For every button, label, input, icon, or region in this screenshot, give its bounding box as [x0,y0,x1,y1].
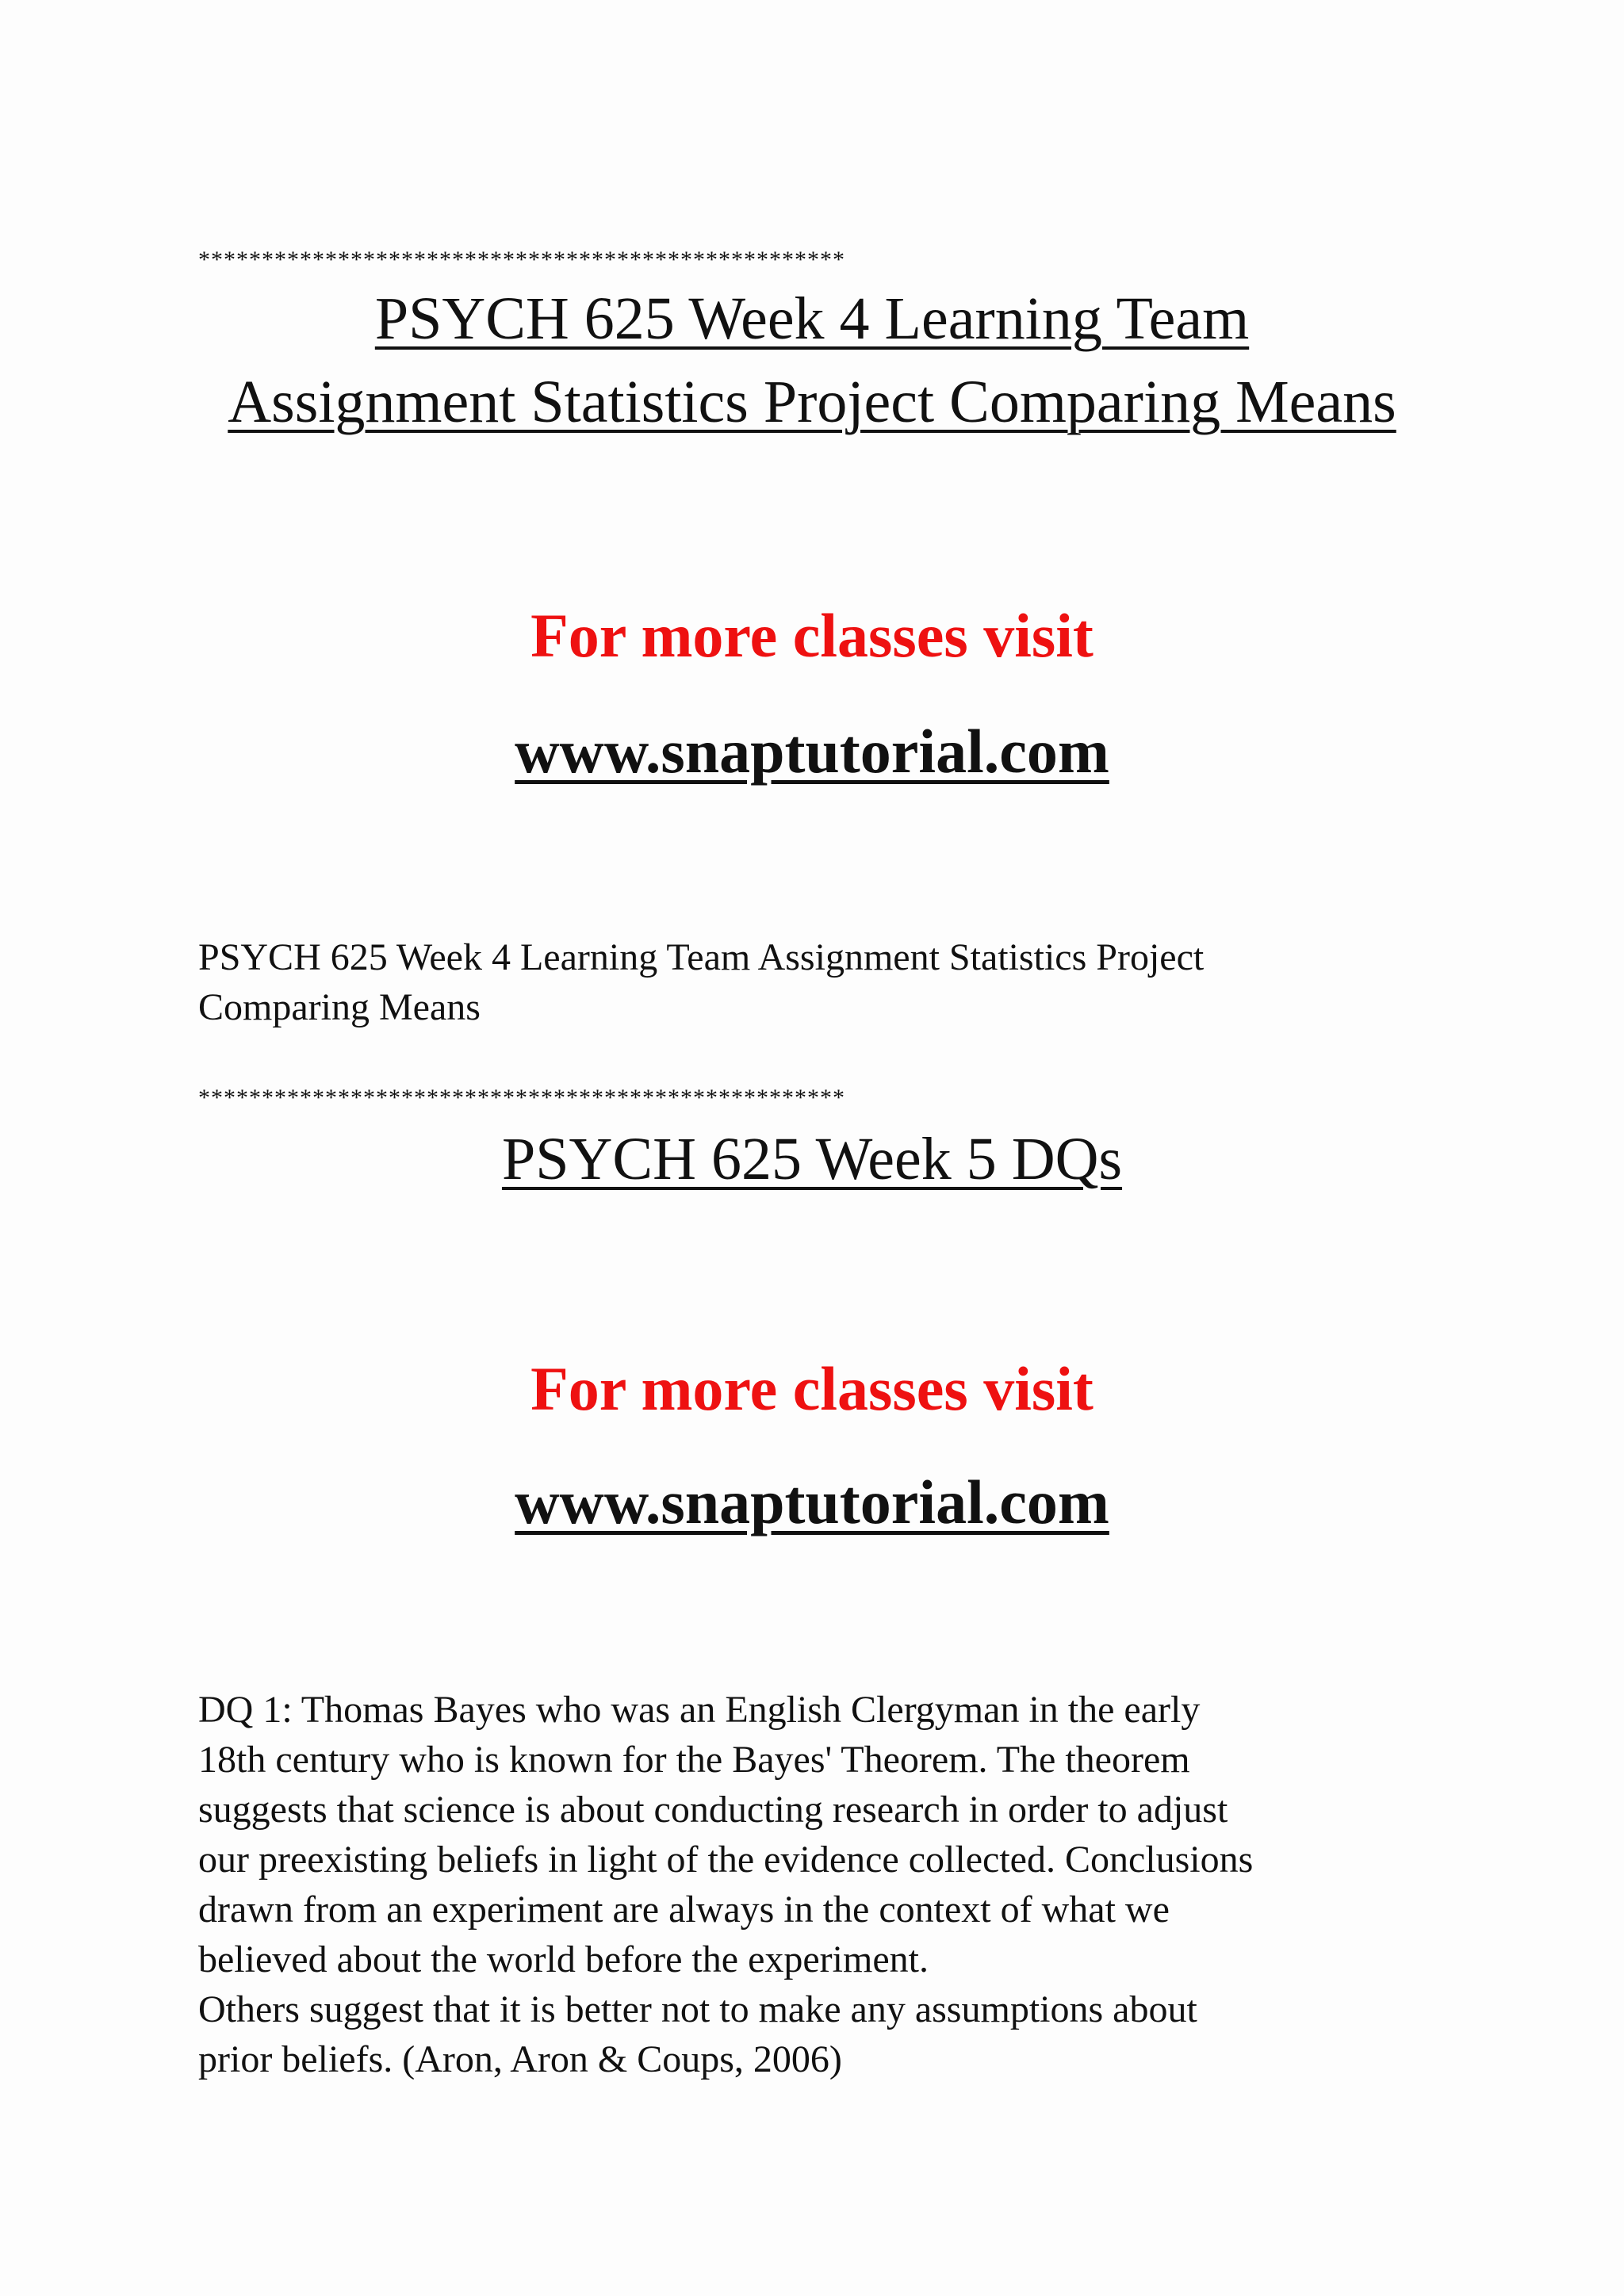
body-line: Others suggest that it is better not to make any assumptions about [198,1988,1197,2030]
body-line: prior beliefs. (Aron, Aron & Coups, 2006) [198,2038,842,2080]
section1-promo-link[interactable]: www.snaptutorial.com [515,717,1109,786]
section1-title-line1: PSYCH 625 Week 4 Learning Team [374,285,1250,352]
separator-middle: *************************************************** [198,1085,845,1111]
section2-promo-link[interactable]: www.snaptutorial.com [515,1468,1109,1536]
body-line: 18th century who is known for the Bayes' Theorem. The theorem [198,1739,1190,1781]
section2-promo-text: For more classes visit [530,1354,1094,1423]
section1-description-line1: PSYCH 625 Week 4 Learning Team Assignment Statistics Project [198,936,1205,978]
body-line: drawn from an experiment are always in the context of what we [198,1888,1170,1931]
section1-description-line2: Comparing Means [198,986,481,1028]
body-line: DQ 1: Thomas Bayes who was an English Clergyman in the early [198,1689,1201,1731]
body-line: suggests that science is about conducting research in order to adjust [198,1789,1228,1831]
body-line: believed about the world before the experiment. [198,1938,929,1980]
separator-top: *************************************************** [198,247,845,273]
body-line: our preexisting beliefs in light of the evidence collected. Conclusions [198,1839,1254,1881]
section1-promo-text: For more classes visit [530,601,1094,670]
section1-title-line2: Assignment Statistics Project Comparing Means [228,369,1396,435]
section1-description [198,932,1419,1032]
section2-title: PSYCH 625 Week 5 DQs [501,1126,1123,1192]
section2-body [198,1685,1419,2084]
